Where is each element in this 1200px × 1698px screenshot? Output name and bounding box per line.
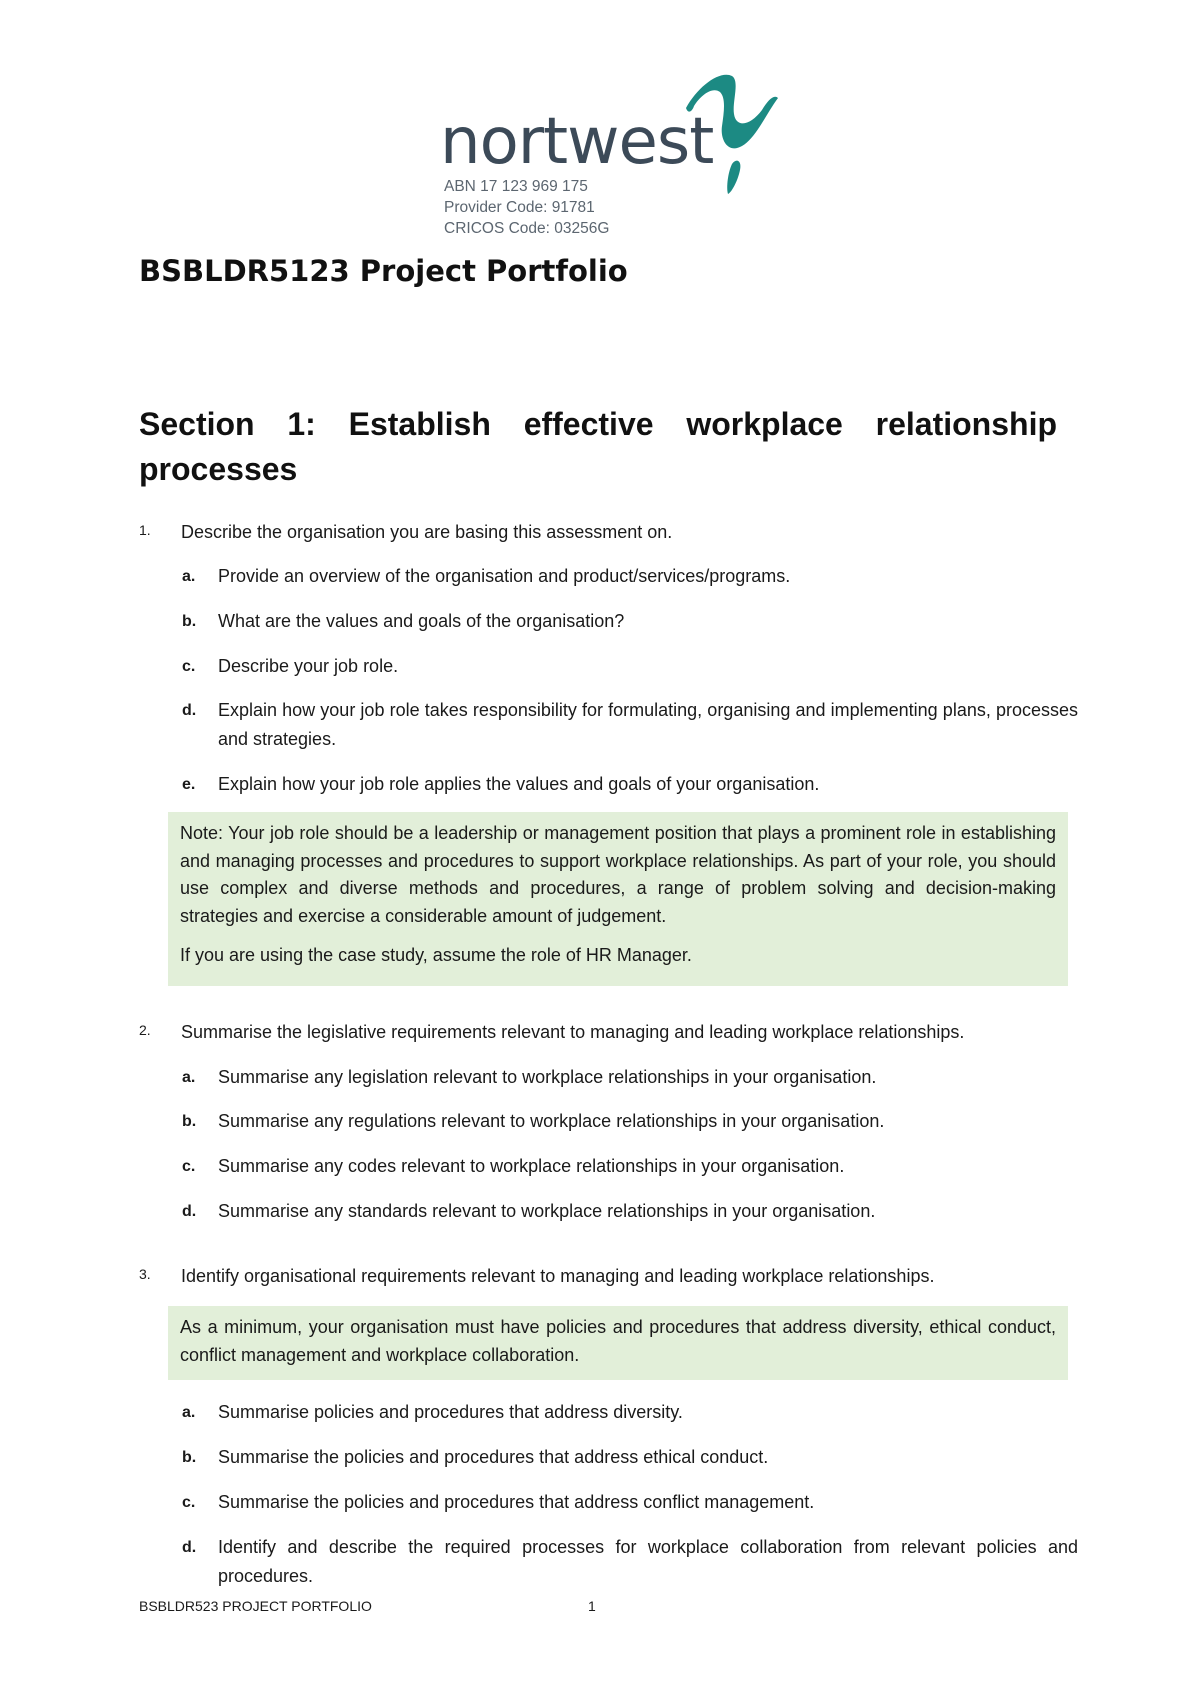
item-text: Summarise any regulations relevant to workplace relationships in your organisation. bbox=[218, 1111, 885, 1131]
nortwest-logo bbox=[440, 68, 780, 238]
item-letter: c. bbox=[182, 658, 196, 675]
list-item bbox=[182, 1197, 1078, 1226]
list-item bbox=[182, 652, 1078, 681]
note-text: If you are using the case study, assume the role of HR Manager. bbox=[180, 945, 692, 965]
item-text: Summarise any legislation relevant to workplace relationships in your organisation. bbox=[218, 1067, 877, 1087]
footer-label: BSBLDR523 PROJECT PORTFOLIO bbox=[139, 1598, 372, 1614]
list-item bbox=[182, 1398, 1078, 1427]
list-item bbox=[182, 696, 1078, 754]
list-item bbox=[182, 770, 1078, 799]
note-text: As a minimum, your organisation must have policies and procedures that address diversity, ethical conduct, conflict management and workplace collaboration. bbox=[180, 1317, 1056, 1365]
item-letter: d. bbox=[182, 1203, 197, 1220]
document-title: BSBLDR5123 Project Portfolio bbox=[139, 254, 628, 288]
list-item bbox=[182, 607, 1078, 636]
item-letter: d. bbox=[182, 702, 197, 719]
item-letter: b. bbox=[182, 1449, 197, 1466]
section-title: Section 1: Establish effective workplace relationship processes bbox=[139, 406, 1057, 487]
item-text: Summarise any standards relevant to workplace relationships in your organisation. bbox=[218, 1201, 876, 1221]
item-letter: c. bbox=[182, 1158, 196, 1175]
logo-swoosh-icon bbox=[680, 68, 780, 208]
provider-code-text: Provider Code: 91781 bbox=[444, 199, 595, 216]
list-item bbox=[182, 1107, 1078, 1136]
item-text: Summarise the policies and procedures that address conflict management. bbox=[218, 1492, 815, 1512]
item-letter: b. bbox=[182, 613, 197, 630]
note-text: Note: Your job role should be a leadership or management position that plays a prominent role in establishing and managing processes and procedures to support workplace relationships. As part of your role, you should use complex and diverse methods and procedures, a range of problem solving and decision-making strategies and exercise a considerable amount of judgement. bbox=[180, 823, 1056, 926]
item-text: Summarise any codes relevant to workplace relationships in your organisation. bbox=[218, 1156, 845, 1176]
list-item bbox=[182, 1152, 1078, 1181]
list-item bbox=[182, 1063, 1078, 1092]
list-item bbox=[182, 1533, 1078, 1591]
logo-registration-info bbox=[444, 176, 609, 239]
item-letter: e. bbox=[182, 776, 196, 793]
question-text: Summarise the legislative requirements relevant to managing and leading workplace relationships. bbox=[181, 1022, 965, 1042]
note-box bbox=[168, 1306, 1068, 1380]
list-item bbox=[182, 1443, 1078, 1472]
item-text: What are the values and goals of the organisation? bbox=[218, 611, 625, 631]
question-number: 1. bbox=[139, 522, 151, 538]
item-letter: d. bbox=[182, 1539, 197, 1556]
item-letter: a. bbox=[182, 1069, 196, 1086]
cricos-code-text: CRICOS Code: 03256G bbox=[444, 220, 610, 237]
item-text: Provide an overview of the organisation and product/services/programs. bbox=[218, 566, 791, 586]
item-letter: b. bbox=[182, 1113, 197, 1130]
item-letter: c. bbox=[182, 1494, 196, 1511]
abn-text: ABN 17 123 969 175 bbox=[444, 178, 588, 195]
item-letter: a. bbox=[182, 568, 196, 585]
list-item bbox=[182, 1488, 1078, 1517]
question-number: 3. bbox=[139, 1266, 151, 1282]
item-letter: a. bbox=[182, 1404, 196, 1421]
page-number: 1 bbox=[588, 1598, 596, 1614]
item-text: Identify and describe the required processes for workplace collaboration from relevant policies and procedures. bbox=[218, 1537, 1078, 1586]
question-text: Identify organisational requirements relevant to managing and leading workplace relationships. bbox=[181, 1266, 935, 1286]
question-number: 2. bbox=[139, 1022, 151, 1038]
item-text: Summarise policies and procedures that address diversity. bbox=[218, 1402, 683, 1422]
logo-wordmark: nortwest bbox=[440, 105, 714, 179]
question-text: Describe the organisation you are basing this assessment on. bbox=[181, 522, 673, 542]
note-box bbox=[168, 812, 1068, 986]
item-text: Describe your job role. bbox=[218, 656, 399, 676]
list-item bbox=[182, 562, 1078, 591]
item-text: Explain how your job role applies the values and goals of your organisation. bbox=[218, 774, 820, 794]
item-text: Summarise the policies and procedures that address ethical conduct. bbox=[218, 1447, 769, 1467]
item-text: Explain how your job role takes responsibility for formulating, organising and implementing plans, processes and strategies. bbox=[218, 700, 1078, 749]
